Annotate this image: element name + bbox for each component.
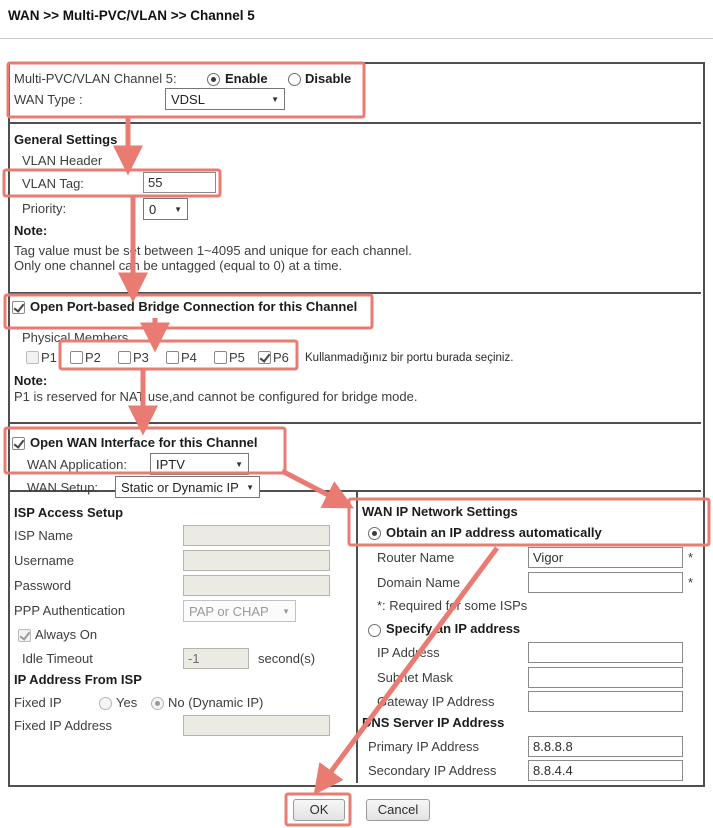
fixed-ip-address-label: Fixed IP Address (14, 718, 113, 733)
bridge-title: Open Port-based Bridge Connection for this Channel (30, 299, 358, 314)
isp-name-input (183, 525, 330, 546)
port-p6-label: P6 (273, 350, 289, 365)
port-p5-checkbox[interactable] (214, 351, 227, 364)
password-input (183, 575, 330, 596)
vlan-header-label: VLAN Header (22, 153, 103, 168)
priority-label: Priority: (22, 201, 67, 216)
username-label: Username (14, 553, 74, 568)
priority-select[interactable] (143, 198, 188, 220)
gateway-input[interactable] (528, 691, 683, 712)
dropdown-caret-icon: ▼ (271, 94, 279, 104)
ppp-auth-label: PPP Authentication (14, 603, 126, 618)
wan-setup-value: Static or Dynamic IP (121, 479, 239, 495)
ppp-auth-value: PAP or CHAP (189, 603, 269, 619)
ip-address-input[interactable] (528, 642, 683, 663)
cancel-button[interactable]: Cancel (366, 799, 430, 821)
required-note: *: Required for some ISPs (377, 598, 528, 613)
wan-interface-title: Open WAN Interface for this Channel (30, 435, 258, 450)
router-name-label: Router Name (377, 550, 455, 565)
secondary-dns-label: Secondary IP Address (368, 763, 497, 778)
always-on-checkbox (18, 629, 31, 642)
domain-name-required-mark: * (688, 575, 694, 590)
section-divider-3 (8, 422, 701, 424)
bridge-note-line1: P1 is reserved for NAT use,and cannot be configured for bridge mode. (14, 389, 418, 404)
dns-title: DNS Server IP Address (362, 715, 505, 730)
wan-setup-select[interactable] (115, 476, 260, 498)
username-input (183, 550, 330, 571)
priority-value: 0 (149, 201, 157, 217)
domain-name-label: Domain Name (377, 575, 461, 590)
disable-radio[interactable] (288, 73, 301, 86)
port-p3-label: P3 (133, 350, 149, 365)
section-divider-1 (8, 122, 701, 124)
idle-timeout-input (183, 648, 249, 669)
ip-address-label: IP Address (377, 645, 440, 660)
port-p5-label: P5 (229, 350, 245, 365)
port-p6-checkbox[interactable] (258, 351, 271, 364)
fixed-ip-yes-radio (99, 697, 112, 710)
wan-application-value: IPTV (156, 456, 185, 472)
bridge-enable-checkbox[interactable] (12, 301, 25, 314)
vlan-tag-label: VLAN Tag: (22, 176, 84, 191)
gateway-label: Gateway IP Address (377, 694, 495, 709)
subnet-mask-input[interactable] (528, 667, 683, 688)
port-p4-checkbox[interactable] (166, 351, 179, 364)
ok-button[interactable]: OK (293, 799, 345, 821)
breadcrumb: WAN >> Multi-PVC/VLAN >> Channel 5 (8, 8, 255, 23)
password-label: Password (14, 578, 72, 593)
port-p3-checkbox[interactable] (118, 351, 131, 364)
bridge-note-label: Note: (14, 373, 48, 388)
general-settings-title: General Settings (14, 132, 118, 147)
port-p1-checkbox (26, 351, 39, 364)
fixed-ip-no-label: No (Dynamic IP) (168, 695, 264, 710)
physical-members-label: Physical Members (22, 330, 129, 345)
dropdown-caret-icon: ▼ (174, 204, 182, 214)
wan-type-value: VDSL (171, 91, 205, 107)
fixed-ip-label: Fixed IP (14, 695, 62, 710)
general-note-line2: Only one channel can be untagged (equal to 0) at a time. (14, 258, 343, 273)
disable-label: Disable (305, 71, 352, 86)
ip-from-isp-title: IP Address From ISP (14, 672, 142, 687)
wan-application-select[interactable] (150, 453, 249, 475)
enable-radio[interactable] (207, 73, 220, 86)
enable-label: Enable (225, 71, 268, 86)
wan-type-select[interactable] (165, 88, 285, 110)
idle-timeout-label: Idle Timeout (22, 651, 93, 666)
port-hint-text: Kullanmadığınız bir portu burada seçiniz. (305, 352, 514, 364)
header-divider (0, 38, 713, 39)
channel-label: Multi-PVC/VLAN Channel 5: (14, 71, 177, 86)
wan-type-label: WAN Type : (14, 92, 83, 107)
section-divider-4 (8, 490, 701, 492)
router-name-input[interactable] (528, 547, 683, 568)
primary-dns-input[interactable] (528, 736, 683, 757)
fixed-ip-no-radio (151, 697, 164, 710)
obtain-auto-label: Obtain an IP address automatically (386, 525, 602, 540)
dropdown-caret-icon: ▼ (235, 459, 243, 469)
wan-application-label: WAN Application: (27, 457, 127, 472)
port-p1-label: P1 (41, 350, 57, 365)
secondary-dns-input[interactable] (528, 760, 683, 781)
port-p2-label: P2 (85, 350, 101, 365)
section-divider-2 (8, 292, 701, 294)
dropdown-caret-icon: ▼ (246, 482, 254, 492)
specify-ip-radio[interactable] (368, 624, 381, 637)
fixed-ip-address-input (183, 715, 330, 736)
always-on-label: Always On (35, 627, 98, 642)
port-p2-checkbox[interactable] (70, 351, 83, 364)
specify-ip-label: Specify an IP address (386, 621, 521, 636)
subnet-mask-label: Subnet Mask (377, 670, 453, 685)
column-divider (356, 490, 358, 783)
obtain-auto-radio[interactable] (368, 527, 381, 540)
domain-name-input[interactable] (528, 572, 683, 593)
idle-timeout-unit: second(s) (258, 651, 316, 666)
router-name-required-mark: * (688, 550, 694, 565)
general-note-label: Note: (14, 223, 48, 238)
isp-name-label: ISP Name (14, 528, 74, 543)
fixed-ip-yes-label: Yes (116, 695, 138, 710)
primary-dns-label: Primary IP Address (368, 739, 480, 754)
dropdown-caret-icon: ▼ (282, 606, 290, 616)
vlan-tag-input[interactable] (143, 172, 216, 193)
wan-ip-title: WAN IP Network Settings (362, 504, 518, 519)
wan-setup-label: WAN Setup: (27, 480, 99, 495)
general-note-line1: Tag value must be set between 1~4095 and unique for each channel. (14, 243, 412, 258)
ppp-auth-select (183, 600, 296, 622)
wan-interface-enable-checkbox[interactable] (12, 437, 25, 450)
port-p4-label: P4 (181, 350, 197, 365)
isp-access-title: ISP Access Setup (14, 505, 124, 520)
